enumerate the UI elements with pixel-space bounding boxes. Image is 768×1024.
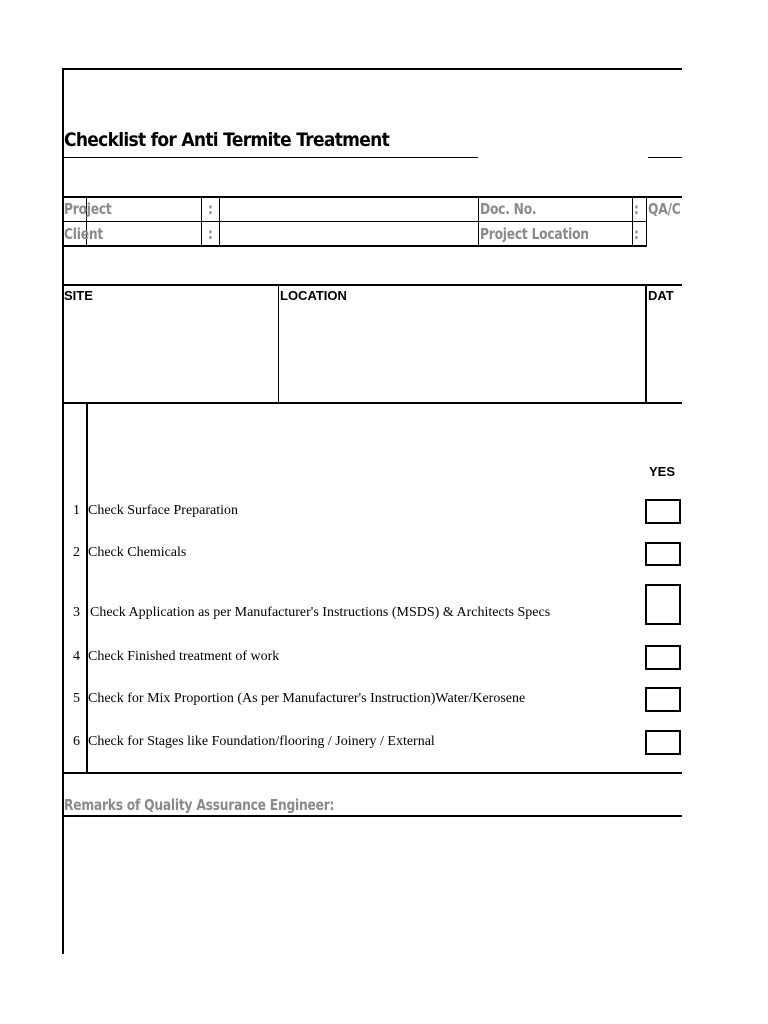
list-item: Check Chemicals [88,545,187,560]
site-header: SITE [64,288,93,303]
item-number: 4 [73,649,80,664]
location-date-divider [645,285,647,403]
client-label: Client [64,225,103,243]
item-number: 6 [73,734,80,749]
list-item: Check Application as per Manufacturer's Instructions (MSDS) & Architects Specs [90,605,551,620]
yes-checkbox[interactable] [645,687,681,712]
project-colon: : [208,200,213,218]
location-colon: : [634,225,639,243]
project-location-label: Project Location [480,225,589,243]
checklist-bottom-line [62,772,682,774]
project-label: Project [64,200,112,218]
site-location-divider [278,285,279,403]
header-vline-4 [478,197,479,245]
number-column-divider [86,403,88,773]
yes-checkbox[interactable] [645,584,681,625]
header-bottom-line [62,245,647,247]
list-item: Check for Mix Proportion (As per Manufacturer's Instruction)Water/Kerosene [88,691,526,706]
item-number: 2 [73,545,80,560]
client-colon: : [208,225,213,243]
item-number: 5 [73,691,80,706]
date-header: DAT [648,288,674,303]
yes-checkbox[interactable] [645,645,681,670]
remarks-field[interactable] [64,818,680,952]
doc-no-value: QA/C [648,200,681,218]
doc-no-label: Doc. No. [480,200,537,218]
item-number: 1 [73,503,80,518]
remarks-underline [62,815,682,817]
location-header: LOCATION [280,288,347,303]
yes-checkbox[interactable] [645,730,681,755]
doc-no-colon: : [634,200,639,218]
client-field[interactable] [221,222,477,244]
list-item: Check Surface Preparation [88,503,239,518]
item-number: 3 [73,605,80,620]
top-border [62,68,682,70]
site-bottom-line [62,402,682,404]
site-top-line [62,284,682,286]
yes-header: YES [649,464,676,479]
yes-checkbox[interactable] [645,499,681,524]
title-underline-right [648,157,682,158]
list-item: Check Finished treatment of work [88,649,280,664]
header-vline-5 [632,197,633,245]
header-vline-2 [201,197,202,245]
list-item: Check for Stages like Foundation/flooring / Joinery / External [88,734,435,749]
yes-checkbox[interactable] [645,542,681,566]
page-title: Checklist for Anti Termite Treatment [64,129,390,151]
project-field[interactable] [221,198,477,220]
title-underline [62,157,478,158]
header-vline-6 [646,197,647,245]
remarks-label: Remarks of Quality Assurance Engineer: [64,796,335,814]
header-vline-3 [219,197,220,245]
